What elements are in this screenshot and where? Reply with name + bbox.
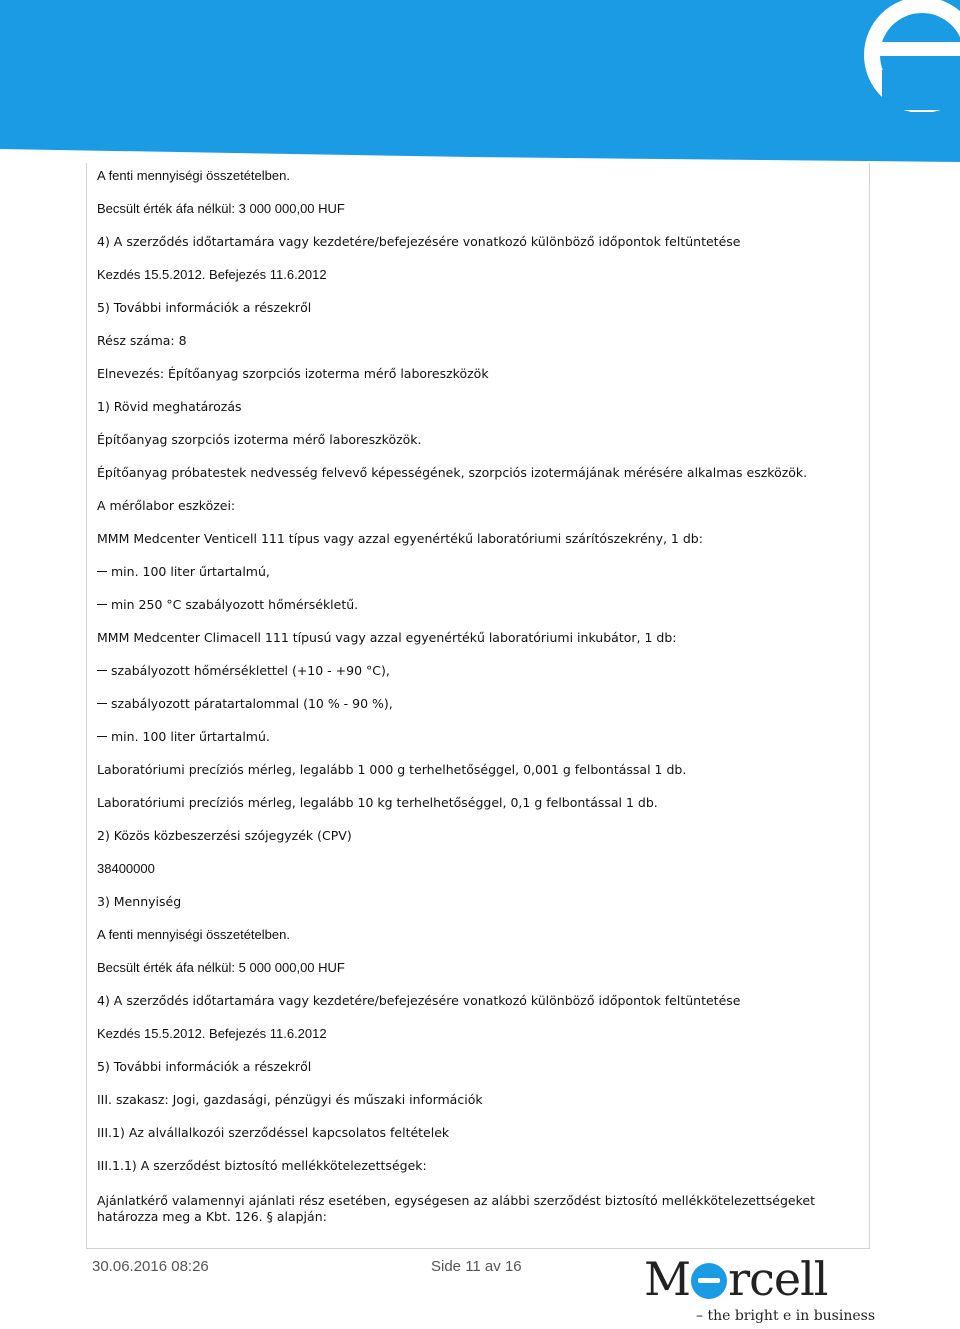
- line-text: szabályozott páratartalommal (10 % - 90 %),: [111, 696, 393, 711]
- text-line: [97, 201, 345, 217]
- text-line: [97, 234, 740, 250]
- text-line: [97, 993, 740, 1009]
- text-line: [97, 795, 658, 811]
- line-text: 4) A szerződés időtartamára vagy kezdetére/befejezésére vonatkozó különböző időpontok feltüntetése: [97, 234, 741, 249]
- line-text: 1) Rövid meghatározás: [97, 399, 242, 414]
- brand-name-suffix: rcell: [728, 1252, 828, 1306]
- line-text: min 250 °C szabályozott hőmérsékletű.: [111, 597, 359, 612]
- line-text: Kezdés 15.5.2012. Befejezés 11.6.2012: [97, 267, 327, 282]
- text-line: [97, 465, 807, 481]
- text-line: [97, 531, 703, 547]
- line-text: Elnevezés: Építőanyag szorpciós izoterma mérő laboreszközök: [97, 366, 489, 381]
- bullet-item: [97, 663, 390, 679]
- line-text: min. 100 liter űrtartalmú,: [111, 564, 270, 579]
- text-line: [97, 894, 181, 910]
- text-line: [97, 1059, 311, 1075]
- dash-bullet-icon: [97, 670, 107, 672]
- line-text: Építőanyag szorpciós izoterma mérő laboreszközök.: [97, 432, 422, 447]
- text-line: [97, 168, 290, 184]
- line-text: 3) Mennyiség: [97, 894, 182, 909]
- bullet-item: [97, 597, 358, 613]
- text-line: [97, 498, 235, 514]
- line-text: 4) A szerződés időtartamára vagy kezdetére/befejezésére vonatkozó különböző időpontok feltüntetése: [97, 993, 741, 1008]
- line-text: 38400000: [97, 861, 155, 876]
- line-text: Laboratóriumi precíziós mérleg, legalább 10 kg terhelhetőséggel, 0,1 g felbontással 1 db.: [97, 795, 658, 810]
- line-text: Építőanyag próbatestek nedvesség felvevő képességének, szorpciós izotermájának mérésére alkalmas eszközök.: [97, 465, 808, 480]
- line-text: 5) További információk a részekről: [97, 300, 312, 315]
- text-line: [97, 432, 422, 448]
- text-line: [97, 267, 327, 283]
- line-text: MMM Medcenter Venticell 111 típus vagy azzal egyenértékű laboratóriumi szárítószekrény, 1 db:: [97, 531, 703, 546]
- line-text: III. szakasz: Jogi, gazdasági, pénzügyi és műszaki információk: [97, 1092, 483, 1107]
- text-line: [97, 960, 345, 976]
- text-line: [97, 762, 686, 778]
- brand-logo: [644, 1252, 876, 1328]
- line-text: Rész száma: 8: [97, 333, 187, 348]
- dash-bullet-icon: [97, 604, 107, 606]
- bullet-item: [97, 696, 393, 712]
- footer-page-number: Side 11 av 16: [431, 1258, 522, 1275]
- text-line: [97, 1026, 327, 1042]
- dash-bullet-icon: [97, 571, 107, 573]
- line-text: Laboratóriumi precíziós mérleg, legalább 1 000 g terhelhetőséggel, 0,001 g felbontással 1 db.: [97, 762, 687, 777]
- line-text: 2) Közös közbeszerzési szójegyzék (CPV): [97, 828, 352, 843]
- text-line: [97, 1125, 449, 1141]
- brand-slogan: – the bright e in business: [696, 1308, 876, 1324]
- brand-e-icon: [822, 0, 960, 112]
- text-line: [97, 1158, 427, 1174]
- bullet-item: [97, 564, 270, 580]
- dash-bullet-icon: [97, 736, 107, 738]
- paragraph: Ajánlatkérő valamennyi ajánlati rész esetében, egységesen az alábbi szerződést biztosító mellékkötelezettségeket határozza meg a Kbt. 126. § alapján:: [97, 1193, 816, 1224]
- line-text: A fenti mennyiségi összetételben.: [97, 927, 290, 942]
- line-text: A mérőlabor eszközei:: [97, 498, 236, 513]
- text-line: [97, 333, 187, 349]
- bullet-item: [97, 729, 270, 745]
- line-text: III.1.1) A szerződést biztosító mellékkötelezettségek:: [97, 1158, 427, 1173]
- line-text: min. 100 liter űrtartalmú.: [111, 729, 270, 744]
- line-text: A fenti mennyiségi összetételben.: [97, 168, 290, 183]
- text-line: [97, 828, 352, 844]
- line-text: III.1) Az alvállalkozói szerződéssel kapcsolatos feltételek: [97, 1125, 450, 1140]
- text-line: [97, 366, 489, 382]
- line-text: Kezdés 15.5.2012. Befejezés 11.6.2012: [97, 1026, 327, 1041]
- header-banner: [0, 0, 960, 162]
- line-text: 5) További információk a részekről: [97, 1059, 312, 1074]
- text-line: [97, 300, 311, 316]
- brand-name: [644, 1254, 828, 1304]
- brand-name-prefix: M: [644, 1252, 691, 1306]
- text-line: [97, 861, 155, 877]
- footer-date: 30.06.2016 08:26: [92, 1258, 209, 1275]
- line-text: MMM Medcenter Climacell 111 típusú vagy azzal egyenértékű laboratóriumi inkubátor, 1 db:: [97, 630, 677, 645]
- line-text: Becsült érték áfa nélkül: 5 000 000,00 HUF: [97, 960, 345, 975]
- text-line: [97, 1092, 483, 1108]
- line-text: Becsült érték áfa nélkül: 3 000 000,00 HUF: [97, 201, 345, 216]
- text-line: [97, 927, 290, 943]
- text-line: [97, 630, 676, 646]
- text-line: [97, 399, 242, 415]
- dash-bullet-icon: [97, 703, 107, 705]
- line-text: szabályozott hőmérséklettel (+10 - +90 °C),: [111, 663, 390, 678]
- brand-e-letter-icon: [691, 1263, 727, 1299]
